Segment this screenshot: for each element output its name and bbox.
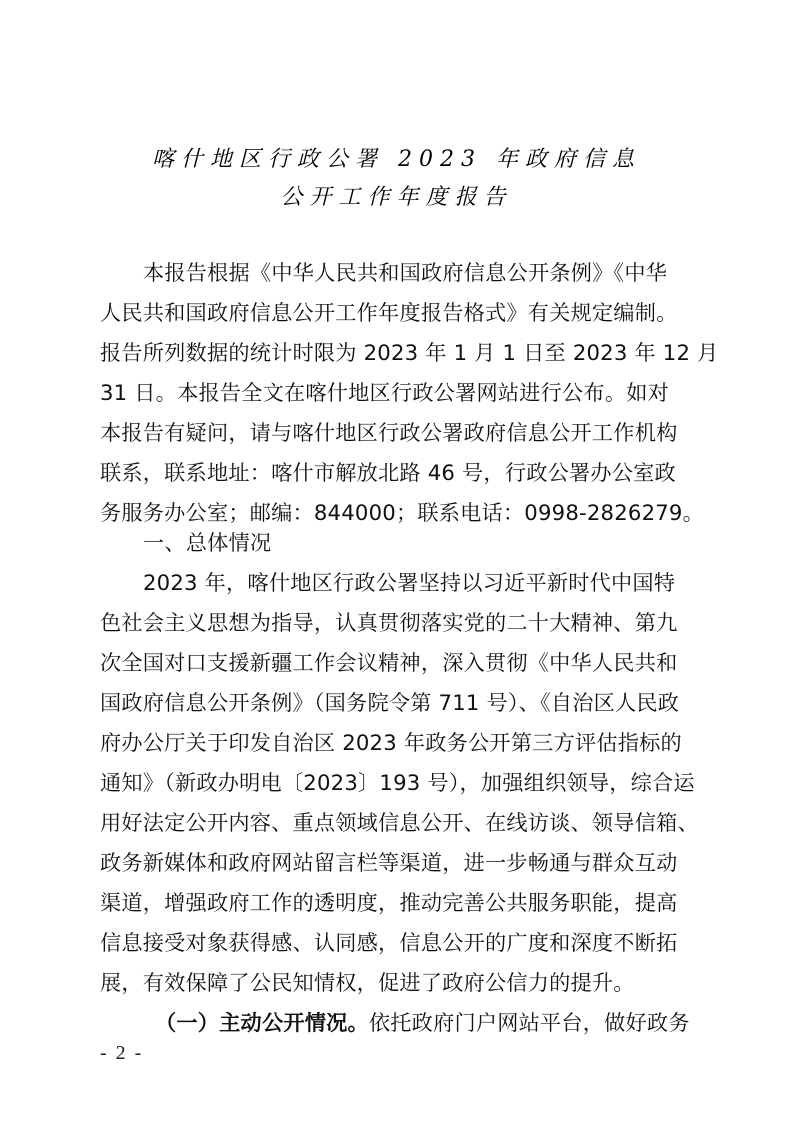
report-title-line-2: 公开工作年度报告 <box>280 185 513 210</box>
intro-line-3: 报告所列数据的统计时限为 2023 年 1 月 1 日至 2023 年 12 月 <box>100 340 719 365</box>
overview-line-2: 色社会主义思想为指导，认真贯彻落实党的二十大精神、第九 <box>100 610 678 635</box>
subsection-text: 依托政府门户网站平台，做好政务 <box>368 1010 690 1035</box>
overview-line-3: 次全国对口支援新疆工作会议精神，深入贯彻《中华人民共和 <box>100 650 678 675</box>
subsection-heading: （一）主动公开情况。 <box>155 1010 369 1035</box>
overview-line-11: 展，有效保障了公民知情权，促进了政府公信力的提升。 <box>100 970 635 995</box>
intro-line-4: 31 日。本报告全文在喀什地区行政公署网站进行公布。如对 <box>100 380 669 405</box>
intro-line-2: 人民共和国政府信息公开工作年度报告格式》有关规定编制。 <box>100 300 678 325</box>
intro-line-6: 联系，联系地址：喀什市解放北路 46 号，行政公署办公室政 <box>100 460 676 485</box>
overview-line-4: 国政府信息公开条例》（国务院令第 711 号）、《自治区人民政 <box>100 690 680 715</box>
overview-line-10: 信息接受对象获得感、认同感，信息公开的广度和深度不断拓 <box>100 930 678 955</box>
page-number: - 2 - <box>100 1042 144 1064</box>
overview-line-1: 2023 年，喀什地区行政公署坚持以习近平新时代中国特 <box>143 570 676 595</box>
overview-line-7: 用好法定公开内容、重点领域信息公开、在线访谈、领导信箱、 <box>100 810 699 835</box>
intro-line-5: 本报告有疑问，请与喀什地区行政公署政府信息公开工作机构 <box>100 420 678 445</box>
overview-line-6: 通知》（新政办明电〔2023〕193 号），加强组织领导，综合运 <box>100 770 695 795</box>
overview-line-5: 府办公厅关于印发自治区 2023 年政务公开第三方评估指标的 <box>100 730 682 755</box>
overview-line-9: 渠道，增强政府工作的透明度，推动完善公共服务职能，提高 <box>100 890 678 915</box>
subsection-proactive-disclosure <box>155 1008 767 1038</box>
intro-line-7: 务服务办公室；邮编：844000；联系电话：0998-2826279。 <box>100 500 704 525</box>
section-heading-overview: 一、总体情况 <box>143 530 272 555</box>
report-title-line-1: 喀什地区行政公署 2023 年政府信息 <box>152 147 641 172</box>
overview-line-8: 政务新媒体和政府网站留言栏等渠道，进一步畅通与群众互动 <box>100 850 678 875</box>
intro-line-1: 本报告根据《中华人民共和国政府信息公开条例》《中华 <box>143 260 668 285</box>
